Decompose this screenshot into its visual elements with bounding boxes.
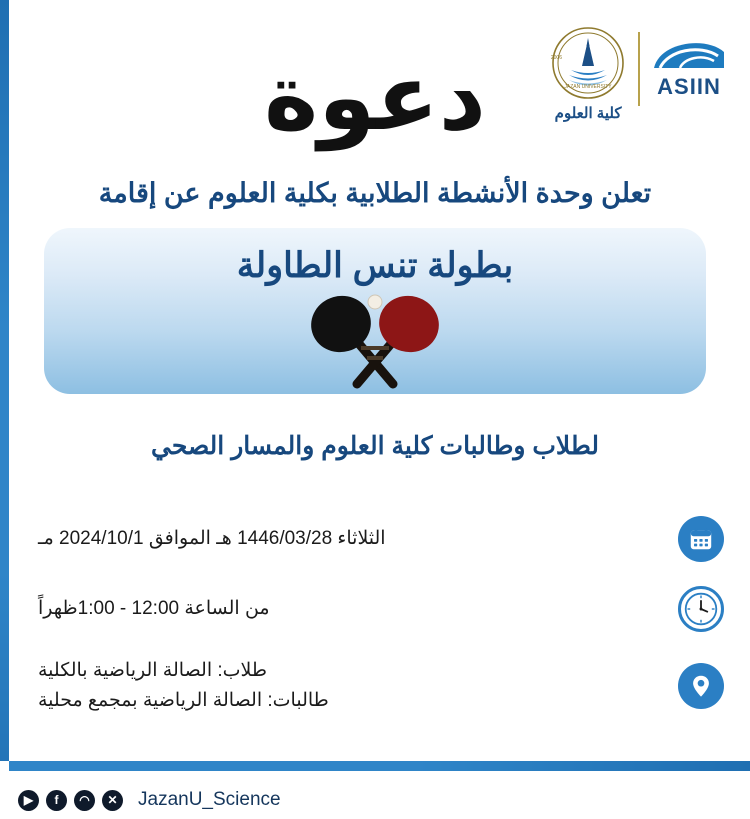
footer-accent-rule <box>9 761 750 771</box>
table-tennis-paddles-and-ball <box>0 288 750 392</box>
college-label: كلية العلوم <box>554 105 622 122</box>
social-links[interactable] <box>18 789 281 811</box>
detail-text-date <box>20 524 678 554</box>
clock-icon <box>678 586 724 632</box>
svg-text:JAZAN UNIVERSITY: JAZAN UNIVERSITY <box>564 84 612 90</box>
facebook-icon[interactable]: f <box>46 790 67 811</box>
detail-text-location <box>20 656 678 717</box>
detail-row-date <box>20 516 724 562</box>
youtube-icon[interactable]: ▶ <box>18 790 39 811</box>
detail-row-location <box>20 656 724 717</box>
detail-row-time <box>20 586 724 632</box>
event-title: بطولة تنس الطاولة <box>236 246 514 285</box>
footer <box>0 761 750 819</box>
asiin-label: ASIIN <box>657 74 721 99</box>
detail-line: من الساعة 12:00 - 1:00ظهراً <box>38 597 270 619</box>
x-twitter-icon[interactable]: ✕ <box>102 790 123 811</box>
audience-subtitle: لطلاب وطالبات كلية العلوم والمسار الصحي <box>151 432 599 460</box>
snapchat-icon[interactable]: ◠ <box>74 790 95 811</box>
svg-text:2006: 2006 <box>551 55 563 61</box>
calendar-icon <box>678 516 724 562</box>
location-pin-icon <box>678 663 724 709</box>
detail-line: طالبات: الصالة الرياضية بمجمع محلية <box>38 690 329 712</box>
social-handle: JazanU_Science <box>138 789 281 810</box>
detail-line: طلاب: الصالة الرياضية بالكلية <box>38 660 268 681</box>
detail-text-time <box>20 594 678 624</box>
calligraphy-dawa: دعوة <box>263 44 487 151</box>
detail-line: الثلاثاء 1446/03/28 هـ الموافق 2024/10/1 مـ <box>38 527 386 549</box>
announcement-text: تعلن وحدة الأنشطة الطلابية بكلية العلوم عن إقامة <box>98 178 652 208</box>
details-list <box>0 516 750 741</box>
